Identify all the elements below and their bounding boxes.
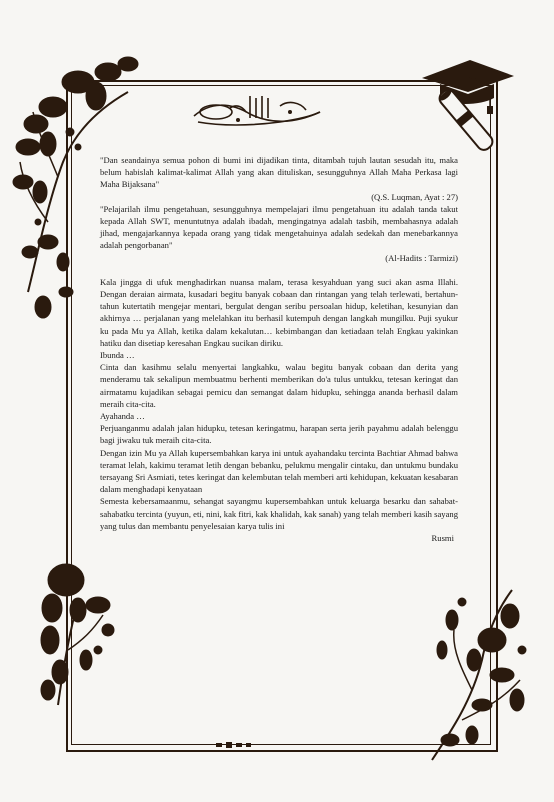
ibunda-heading: Ibunda … [100, 350, 135, 361]
diploma-scroll-icon [436, 84, 496, 156]
opening-paragraph: Kala jingga di ufuk menghadirkan nuansa malam, terasa kesyahduan yang suci akan asma Illahi. Dengan deraian airmata, kusadari begitu banyak cobaan dan rintangan yang telah terlewati, bertahun-tahun kutertatih mengejar mentari, bergulat dengan seribu persoalan hidup, keletihan, kesunyian dan akhirnya … perjalanan yang melelahkan itu berhasil kutempuh dengan langkah mungilku. Puji syukur ku pada Mu ya Allah, ketika dalam kekalutan… kebimbangan dan ketiadaan telah Engkau yakinkan hatiku dan disetiap keresahan Engkau sucikan diriku. [100, 276, 458, 348]
bottom-ornament-icon [214, 740, 254, 750]
quote-quran-source: (Q.S. Luqman, Ayat : 27) [371, 191, 458, 202]
quote-hadith-source: (Al-Hadits : Tarmizi) [385, 252, 458, 263]
author-signature: Rusmi [431, 533, 454, 544]
ibunda-paragraph: Cinta dan kasihmu selalu menyertai langkahku, walau begitu banyak cobaan dan derita yang menderamu tak sekalipun membuatmu berhenti memberikan do'a tulus untukku, tetesan keringat dan airmatamu kujadikan sebagai pemicu dan semangat dalam hidupku, sehingga ananda berhasil dalam meraih cita-cita. [100, 362, 458, 409]
quote-quran: "Dan seandainya semua pohon di bumi ini dijadikan tinta, ditambah tujuh lautan sesudah itu, maka belum habislah kalimat-kalimat Allah yang akan dituliskan, sesungguhnya Allah Maha Perkasa lagi Maha Bijaksana" [100, 155, 458, 190]
dedication-text [100, 154, 458, 544]
floral-bottom-left-icon [38, 560, 118, 710]
ayahanda-heading: Ayahanda … [100, 411, 145, 422]
dedication-friends-paragraph: Semesta kebersamaanmu, sehangat sayangmu kupersembahkan untuk keluarga besarku dan sahabat-sahabatku tercinta (yuyun, eti, nini, kak fitri, kak khalidah, kak sanah) yang telah memberi kasih sayang yang tulus dan membantu penyelesaian karya tulis ini [100, 496, 458, 531]
floral-bottom-right-icon [422, 580, 528, 770]
quote-hadith: "Pelajarilah ilmu pengetahuan, sesungguhnya mempelajari ilmu pengetahuan itu adalah tanda takut kepada Allah SWT, menuntutnya adalah ibadah, mengingatnya adalah tasbih, membahasnya adalah jihad, mengajarkannya kepada orang yang tidak mengetahuinya adalah sedekah dan menebarkannya adalah pengorbanan" [100, 203, 458, 251]
calligraphy-ornament-icon [190, 92, 324, 130]
dedication-parents-paragraph: Dengan izin Mu ya Allah kupersembahkan karya ini untuk ayahandaku tercinta Bachtiar Ahmad bahwa teramat lelah, kakimu teramat letih dengan bebanku, pelukmu mengalir cintaku, dan untukmu bundaku tersayang Sri Asmiati, tetes keringat dan kelembutan telah memberi arti kehidupan, kekuatan kesabaran dalam menghadapi kenyataan [100, 447, 458, 495]
ayahanda-paragraph: Perjuanganmu adalah jalan hidupku, tetesan keringatmu, harapan serta jerih payahmu adalah belenggu bagi jiwaku tuk meraih cita-cita. [100, 423, 458, 446]
